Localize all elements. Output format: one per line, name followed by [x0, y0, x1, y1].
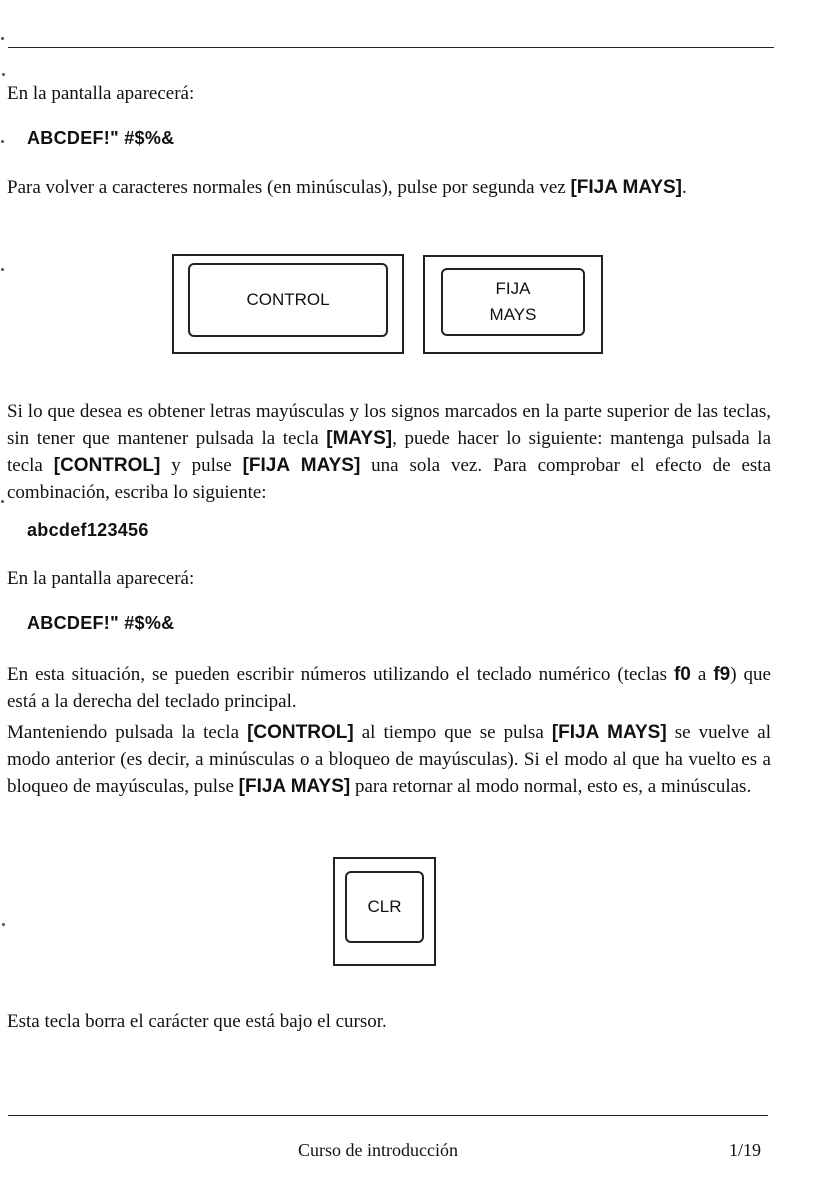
- mode-text-1: Manteniendo pulsada la tecla: [7, 722, 248, 743]
- key-ref-mays: [MAYS]: [326, 428, 393, 449]
- paragraph-intro-2: En la pantalla aparecerá:: [7, 568, 195, 589]
- key-ref-f9: f9: [713, 664, 731, 685]
- scan-speck: [2, 73, 5, 76]
- caps-text-2: , puede hacer lo siguiente: mantenga pulsada la tecla: [7, 428, 771, 476]
- paragraph-intro-1: En la pantalla aparecerá:: [7, 83, 195, 104]
- scan-speck: [1, 268, 4, 271]
- paragraph-normal-chars: [7, 174, 771, 201]
- key-ref-control-2: [CONTROL]: [247, 722, 354, 743]
- control-key-face: [188, 263, 388, 337]
- paragraph-caps-lock-explanation: [7, 398, 771, 506]
- page-number: 1/19: [729, 1140, 762, 1160]
- fija-mays-key-label-line1: FIJA: [495, 279, 531, 298]
- paragraph-previous-mode: [7, 719, 771, 800]
- mode-text-2: al tiempo que se pulsa: [353, 722, 552, 743]
- code-output-3: ABCDEF!" #$%&: [27, 613, 175, 633]
- fija-mays-key-face: [441, 268, 585, 336]
- fija-mays-key-illustration: [423, 255, 603, 354]
- paragraph-normal-chars-text: Para volver a caracteres normales (en minúsculas), pulse por segunda vez: [7, 177, 571, 198]
- key-ref-fija-mays-4: [FIJA MAYS]: [238, 776, 351, 797]
- caps-text-4: una sola vez. Para comprobar el efecto de esta combinación, escriba lo siguiente:: [7, 455, 772, 503]
- fija-mays-key-label-line2: MAYS: [489, 305, 537, 324]
- control-key-label: CONTROL: [246, 290, 330, 309]
- paragraph-normal-chars-end: .: [682, 177, 687, 198]
- scan-speck: [2, 923, 5, 926]
- code-output-1: ABCDEF!" #$%&: [27, 128, 175, 148]
- scan-speck: [1, 140, 4, 143]
- numeric-text-1: En esta situación, se pueden escribir números utilizando el teclado numérico (teclas: [7, 664, 674, 685]
- caps-text-1: Si lo que desea es obtener letras mayúsculas y los signos marcados en la parte superior de las teclas, sin tener que mantener pulsada la tecla: [7, 401, 771, 449]
- code-input-2: abcdef123456: [27, 520, 149, 540]
- key-ref-f0: f0: [673, 664, 691, 685]
- scan-speck: [1, 500, 4, 503]
- clr-key-illustration: [333, 857, 436, 966]
- header-rule: [8, 47, 774, 48]
- paragraph-numeric-keys: [7, 661, 771, 715]
- numeric-text-2: a: [690, 664, 714, 685]
- scan-speck: [1, 37, 4, 40]
- numeric-text-3: ) que está a la derecha del teclado principal.: [7, 664, 771, 712]
- clr-key-face: [345, 871, 424, 943]
- mode-text-4: para retornar al modo normal, esto es, a minúsculas.: [350, 776, 752, 797]
- footer-title: Curso de introducción: [298, 1140, 458, 1160]
- key-ref-fija-mays-3: [FIJA MAYS]: [551, 722, 667, 743]
- footer-rule: [8, 1115, 768, 1116]
- clr-key-label: CLR: [367, 897, 402, 916]
- mode-text-3: se vuelve al modo anterior (es decir, a minúsculas o a bloqueo de mayúsculas). Si el modo al que ha vuelto es a bloqueo de mayúsculas, pulse: [7, 722, 772, 797]
- key-ref-control: [CONTROL]: [53, 455, 161, 476]
- paragraph-clr-description: Esta tecla borra el carácter que está bajo el cursor.: [7, 1011, 387, 1032]
- key-ref-fija-mays-2: [FIJA MAYS]: [242, 455, 361, 476]
- control-key-illustration: [172, 254, 404, 354]
- key-ref-fija-mays: [FIJA MAYS]: [570, 177, 683, 198]
- caps-text-3: y pulse: [160, 455, 243, 476]
